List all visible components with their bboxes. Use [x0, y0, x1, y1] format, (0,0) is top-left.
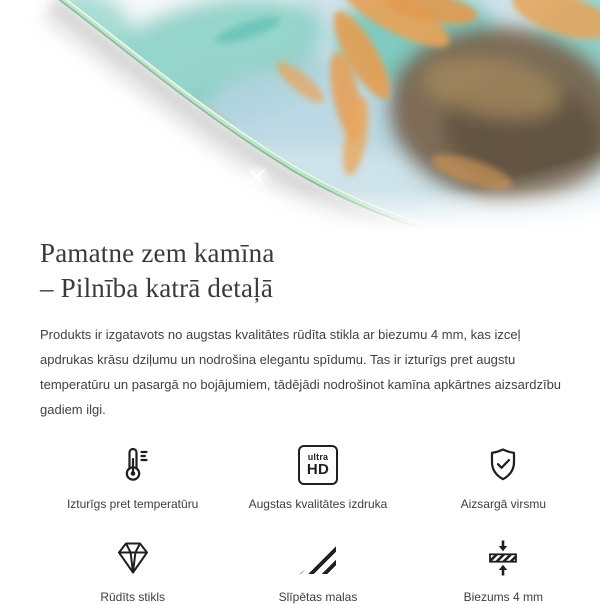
product-description: Produkts ir izgatavots no augstas kvalitātes rūdīta stikla ar biezumu 4 mm, kas izceļ apdrukas krāsu dziļumu un nodrošina elegantu spīdumu. Tas ir izturīgs pret augstu temperatūru un pasargā no bojājumiem, tādējādi nodrošinot kamīna apkārtnes aizsardzību gadiem ilgi. — [40, 327, 562, 417]
ultra-hd-icon — [298, 444, 338, 486]
ultra-hd-badge-bottom: HD — [306, 461, 330, 478]
product-image — [0, 0, 600, 230]
title-line-2: – Pilnība katrā detaļā — [40, 273, 274, 303]
feature-label: Biezums 4 mm — [463, 590, 543, 604]
features-grid — [40, 444, 596, 604]
thickness-icon — [483, 537, 523, 579]
feature-polished-edges — [225, 537, 410, 604]
feature-label: Slīpētas malas — [278, 590, 358, 604]
fade-bottom-overlay — [0, 120, 600, 230]
title-line-1: Pamatne zem kamīna — [40, 238, 275, 268]
feature-label: Augstas kvalitātes izdruka — [248, 497, 388, 511]
beveled-edges-icon — [300, 537, 336, 579]
ultra-hd-badge-top: ultra — [307, 452, 329, 462]
feature-print-quality — [225, 444, 410, 511]
glass-disc-illustration — [0, 0, 600, 230]
feature-surface-protection — [411, 444, 596, 511]
content-area — [0, 236, 600, 604]
feature-thickness — [411, 537, 596, 604]
feature-temperature-resistant — [40, 444, 225, 511]
feature-label: Rūdīts stikls — [100, 590, 165, 604]
feature-label: Izturīgs pret temperatūru — [66, 497, 199, 511]
page-title — [40, 236, 572, 306]
feature-tempered-glass — [40, 537, 225, 604]
shield-check-icon — [483, 444, 523, 486]
feature-label: Aizsargā virsmu — [460, 497, 546, 511]
diamond-icon — [113, 537, 153, 579]
thermometer-icon — [113, 444, 153, 486]
